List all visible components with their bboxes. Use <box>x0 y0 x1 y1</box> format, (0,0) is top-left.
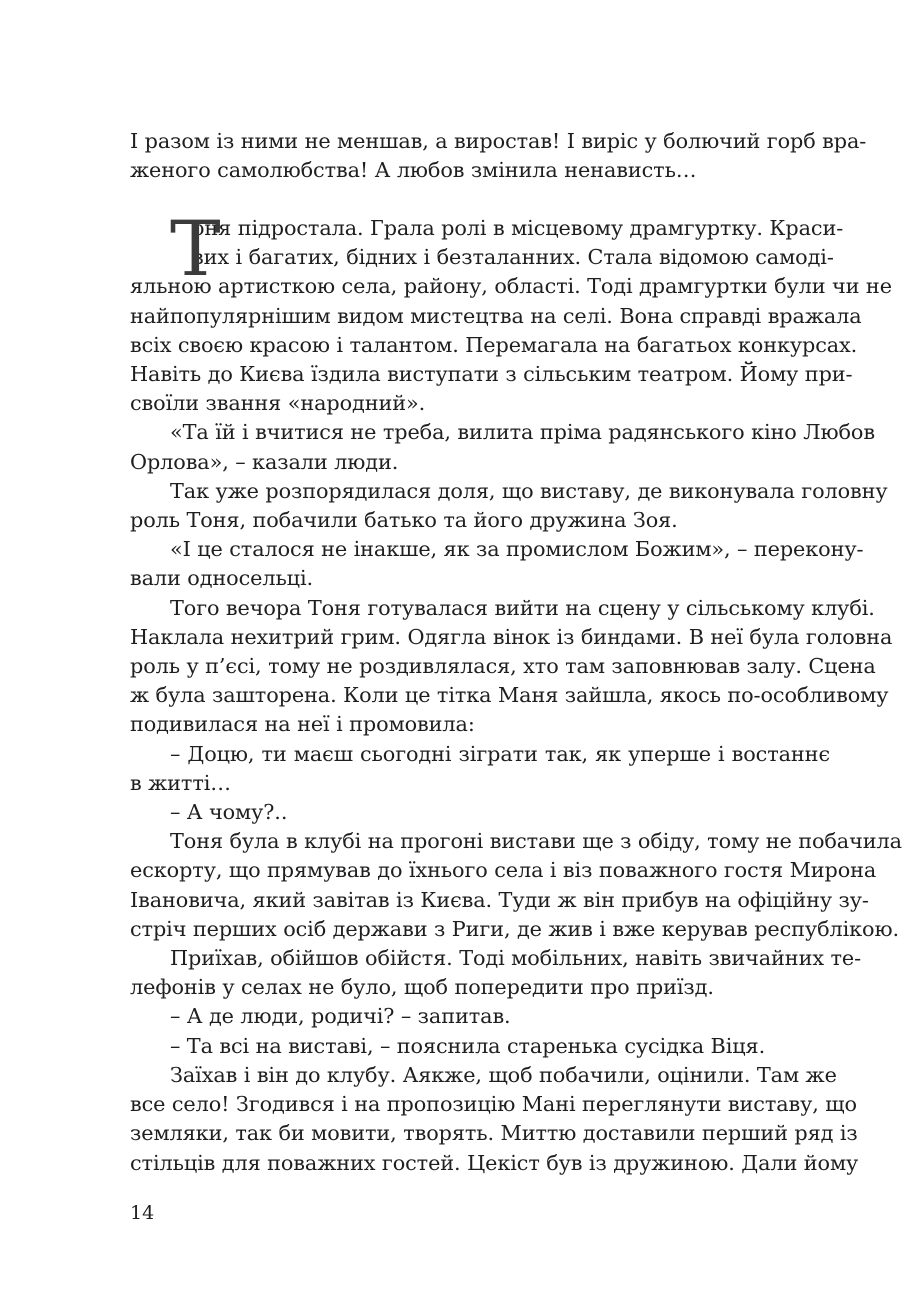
text-line: «Та їй і вчитися не треба, вилита пріма радянського кіно Любов <box>170 420 875 445</box>
text-line: вих і багатих, бідних і безталанних. Стала відомою самоді- <box>192 245 834 270</box>
text-line: роль у п’єсі, тому не роздивлялася, хто там заповнював залу. Сцена <box>130 654 876 679</box>
text-line: стріч перших осіб держави з Риги, де жив і вже керував республікою. <box>130 916 899 941</box>
text-line: Приїхав, обійшов обійстя. Тоді мобільних, навіть звичайних те- <box>170 946 862 971</box>
text-line: подивилася на неї і промовила: <box>130 712 475 737</box>
text-line: Так уже розпорядилася доля, що виставу, де виконувала головну <box>170 478 888 503</box>
text-line: – А де люди, родичі? – запитав. <box>170 1004 511 1029</box>
text-line: своїли звання «народний». <box>130 391 426 416</box>
text-line: Тоня була в клубі на прогоні вистави ще з обіду, тому не побачила <box>170 829 902 854</box>
text-line: – А чому?.. <box>170 800 288 825</box>
text-line: Орлова», – казали люди. <box>130 449 399 474</box>
text-line: – Доцю, ти маєш сьогодні зіграти так, як уперше і востаннє <box>170 741 830 766</box>
main-text <box>130 204 902 1178</box>
text-line: Того вечора Тоня готувалася вийти на сцену у сільському клубі. <box>170 595 875 620</box>
text-line: роль Тоня, побачили батько та його дружина Зоя. <box>130 508 678 533</box>
text-line: вали односельці. <box>130 566 314 591</box>
text-line: Івановича, який завітав із Києва. Туди ж він прибув на офіційну зу- <box>130 887 869 912</box>
text-line: І разом із ними не меншав, а виростав! І виріс у болючий горб вра- <box>130 129 867 153</box>
text-line: «І це сталося не інакше, як за промислом Божим», – перекону- <box>170 537 864 562</box>
drop-cap: Т <box>170 204 221 293</box>
text-line: все село! Згодився і на пропозицію Мані переглянути виставу, що <box>130 1092 857 1117</box>
text-line: женого самолюбства! А любов змінила ненависть… <box>130 158 697 183</box>
text-line: найпопулярнішим видом мистецтва на селі. Вона справді вражала <box>130 303 862 328</box>
text-line: лефонів у селах не було, щоб попередити про приїзд. <box>130 975 714 1000</box>
text-line: яльною артисткою села, району, області. Тоді драмгуртки були чи не <box>130 274 892 299</box>
text-line: Наклала нехитрий грим. Одягла вінок із биндами. В неї була головна <box>130 624 893 649</box>
text-line: Заїхав і він до клубу. Аякже, щоб побачили, оцінили. Там же <box>170 1062 837 1087</box>
top-paragraph <box>130 127 867 185</box>
text-line: оня підростала. Грала ролі в місцевому драмгуртку. Краси- <box>192 216 844 240</box>
text-line: ж була зашторена. Коли це тітка Маня зайшла, якось по-особливому <box>130 683 889 708</box>
text-line: Навіть до Києва їздила виступати з сільським театром. Йому при- <box>130 362 853 387</box>
page-number: 14 <box>130 1202 155 1224</box>
text-line: земляки, так би мовити, творять. Миттю доставили перший ряд із <box>130 1121 858 1146</box>
text-line: ескорту, що прямував до їхнього села і віз поважного гостя Мирона <box>130 858 877 883</box>
text-line: всіх своєю красою і талантом. Перемагала на багатьох конкурсах. <box>130 332 858 357</box>
text-line: – Та всі на виставі, – пояснила старенька сусідка Віця. <box>170 1033 766 1058</box>
text-line: стільців для поважних гостей. Цекіст був із дружиною. Дали йому <box>130 1150 859 1175</box>
body-lines <box>130 272 902 1177</box>
text-line: в житті… <box>130 770 231 795</box>
